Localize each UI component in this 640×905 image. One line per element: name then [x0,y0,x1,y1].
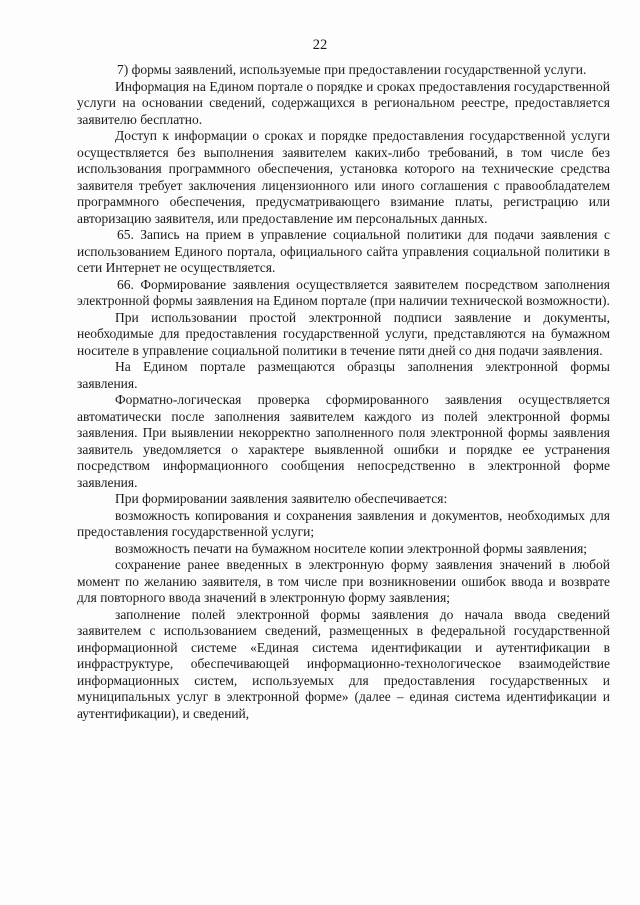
paragraph-copy-save: возможность копирования и сохранения заявления и документов, необходимых для предоставления государственной услуги; [77,507,610,539]
paragraph-format-check: Форматно-логическая проверка сформированного заявления осуществляется автоматически после заполнения заявителем каждого из полей электронной формы заявления. При выявлении некорректно заполненного поля электронной формы заявления заявитель уведомляется о характере выявленной ошибки и порядке ее устранения посредством информационного сообщения непосредственно в электронной форме заявления. [77,392,610,490]
paragraph-item-7: 7) формы заявлений, используемые при предоставлении государственной услуги. [117,62,587,77]
paragraph-form-samples: На Едином портале размещаются образцы заполнения электронной формы заявления. [77,359,610,391]
paragraph-portal-info: Информация на Едином портале о порядке и сроках предоставления государственной услуги на основании сведений, содержащихся в региональном реестре, предоставляется заявителю бесплатно. [77,78,610,127]
paragraph-simple-signature: При использовании простой электронной подписи заявление и документы, необходимые для предоставления государственной услуги, представляются на бумажном носителе в управление социальной политики в течение пяти дней со дня подачи заявления. [77,309,610,358]
paragraph-65: 65. Запись на прием в управление социальной политики для подачи заявления с использованием Единого портала, официального сайта управления социальной политики в сети Интернет не осуществляется. [77,227,610,275]
paragraph-provisions-intro: При формировании заявления заявителю обеспечивается: [115,491,448,506]
paragraph-access-info: Доступ к информации о сроках и порядке предоставления государственной услуги осуществляется без выполнения заявителем каких-либо требований, в том числе без использования программного обеспечения, установка которого на технические средства заявителя требует заключения лицензионного или иного соглашения с правообладателем программного обеспечения, предусматривающего взимание платы, регистрацию или авторизацию заявителя, или предоставление им персональных данных. [77,128,610,226]
document-body [77,62,610,722]
paragraph-print: возможность печати на бумажном носителе копии электронной формы заявления; [115,540,588,556]
paragraph-prefill: заполнение полей электронной формы заявления до начала ввода сведений заявителем с использованием сведений, размещенных в федеральной государственной информационной системе «Единая система идентификации и аутентификации в инфраструктуре, обеспечивающей информационно-технологическое взаимодействие информационных систем, используемых для предоставления государственных и муниципальных услуг в электронной форме» (далее – единая система идентификации и аутентификации), и сведений, [77,606,610,721]
page-number: 22 [312,37,328,53]
paragraph-save-values: сохранение ранее введенных в электронную форму заявления значений в любой момент по желанию заявителя, в том числе при возникновении ошибок ввода и возврате для повторного ввода значений в электронную форму заявления; [77,557,610,605]
paragraph-66: 66. Формирование заявления осуществляется заявителем посредством заполнения электронной формы заявления на Едином портале (при наличии технической возможности). [77,276,610,308]
